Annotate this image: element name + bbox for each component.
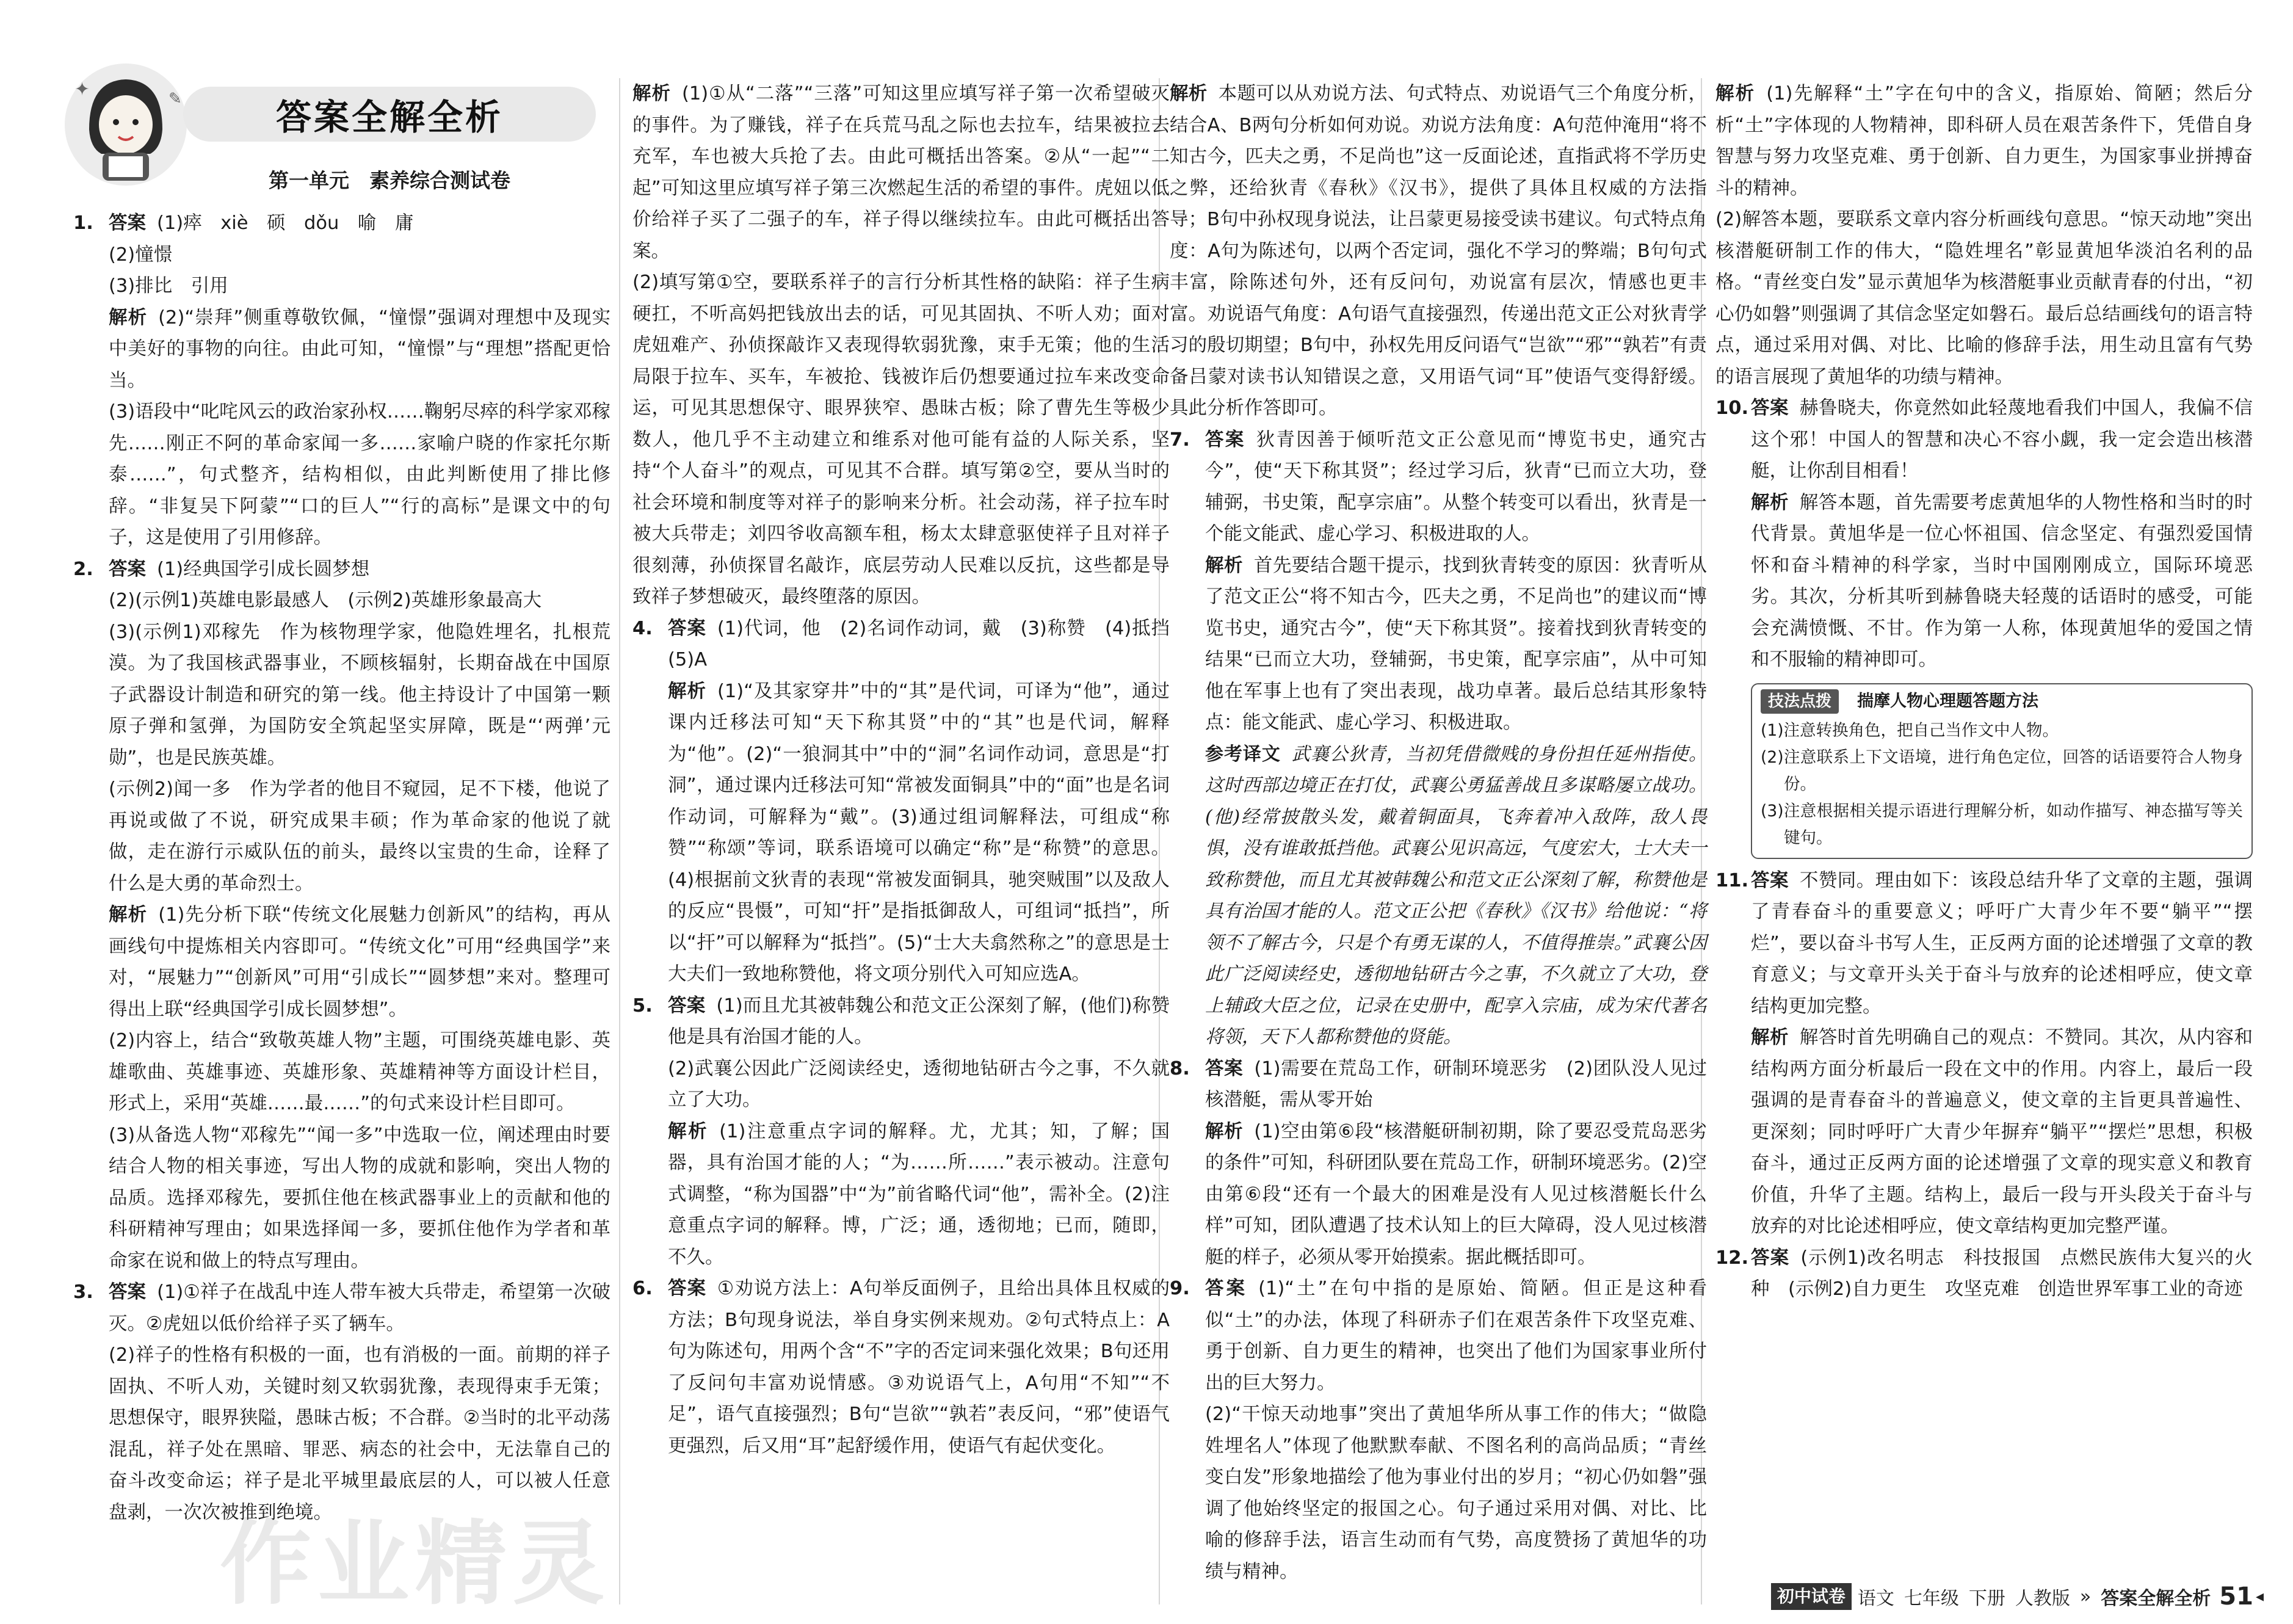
- footer-edition: 人教版: [2015, 1588, 2070, 1609]
- question-number: 6.: [632, 1278, 653, 1299]
- analysis-text: (3)语段中“叱咤风云的政治家孙权……鞠躬尽瘁的科学家邓稼先……刚正不阿的革命家闻一多……家喻户晓的作家托尔斯泰……”，句式整齐，结构相似，由此判断使用了排比修辞。“非复吴下阿蒙”“口的巨人”“行的高标”是课文中的句子，这是使用了引用修辞。: [109, 401, 610, 548]
- answer-label: 答案: [1751, 397, 1789, 419]
- watermark: 作业精灵: [220, 1511, 611, 1617]
- svg-text:✦: ✦: [74, 79, 90, 100]
- question-10: [1715, 393, 2253, 859]
- question-4: [632, 613, 1189, 990]
- answer-text: (1)需要在荒岛工作，研制环境恶劣 (2)团队没人见过核潜艇，需从零开始: [1205, 1057, 1708, 1111]
- answer-label: 答案: [668, 617, 706, 639]
- question-6: [632, 1273, 1170, 1462]
- analysis-text: (1)“及其家穿井”中的“其”是代词，可译为“他”，通过课内迁移法可知“天下称其贤”中的“其”也是代词，解释为“他”。(2)“一狼洞其中”中的“洞”名词作动词，意思是“打洞”，通过课内迁移法可知“常被发面铜具”中的“面”也是名词作动词，可解释为“戴”。(3)通过组词解释法，可组成“称赞”“称颂”等词，联系语境可以确定“称”是“称赞”的意思。(4)根据前文狄青的表现“常被发面铜具，驰突贼围”以及敌人的反应“畏慑”，可知“扞”是指抵御敌人，可组词“抵挡”，所以“扞”可以解释为“抵挡”。(5)“士大夫翕然称之”的意思是士大夫们一致地称赞他，将文项分别代入可知应选A。: [668, 680, 1170, 985]
- analysis-label: 解析: [1715, 83, 1756, 104]
- answer-label: 答案: [1751, 1247, 1790, 1269]
- analysis-label: 解析: [1751, 1027, 1789, 1048]
- footer-badge: 初中试卷: [1771, 1583, 1852, 1610]
- analysis-text: (1)先解释“土”字在句中的含义，指原始、简陋；然后分析“土”字体现的人物精神，即科研人员在艰苦条件下，凭借自身智慧与努力攻坚克难、勇于创新、自力更生，为国家事业拼搏奋斗的精神。: [1715, 83, 2253, 199]
- answer-text: ①劝说方法上：A句举反面例子，且给出具体且权威的方法；B句现身说法，举自身实例来规劝。②句式特点上：A句为陈述句，用两个含“不”字的否定词来强化效果；B句还用了反问句丰富劝说情感。③劝说语气上，A句用“不知”“不足”，语气直接强烈；B句“岂欲”“孰若”表反问，“邪”使语气更强烈，后又用“耳”起舒缓作用，使语气有起伏变化。: [668, 1278, 1170, 1457]
- analysis-text: (2)填写第①空，要联系祥子的言行分析其性格的缺陷：祥子生病硬扛，不听高妈把钱放出去的话，可见其固执、不听人劝；面对虎妞难产、孙侦探敲诈又表现得软弱犹豫，束手无策；他的生活局限于拉车、买车，车被抢、钱被诈后仍想要通过拉车来改变命运，可见其思想保守、眼界狭窄、愚昧古板；除了曹先生等极少数人，他几乎不主动建立和维系对他可能有益的人际关系，坚持“个人奋斗”的观点，可见其不合群。填写第②空，要从当时的社会环境和制度等对祥子的影响来分析。社会动荡，祥子拉车时被大兵带走；刘四爷收高额车租，杨太太肆意驱使祥子且对祥子很刻薄，孙侦探冒名敲诈，底层劳动人民难以反抗，这些都是导致祥子梦想破灭，最终堕落的原因。: [632, 272, 1170, 607]
- footer-term: 下册: [1968, 1588, 2005, 1609]
- question-6-analysis: [1170, 78, 1707, 424]
- page-footer: [1771, 1580, 2264, 1613]
- answer-text: (1)瘁 xiè 硕 dǒu 喻 庸: [157, 212, 414, 234]
- question-3-analysis: [632, 78, 1170, 613]
- column-4: [1715, 78, 2253, 1305]
- analysis-label: 解析: [668, 1120, 709, 1142]
- question-number: 9.: [1170, 1278, 1190, 1299]
- reference-translation: [1205, 739, 1707, 1053]
- tip-item: (1)注意转换角色，把自己当作文中人物。: [1761, 720, 2059, 740]
- mascot-illustration: [53, 56, 199, 189]
- answer-label: 答案: [668, 1278, 706, 1299]
- answer-label: 答案: [1205, 429, 1245, 451]
- tip-item: (3)注意根据相关提示语进行理解分析，如动作描写、神态描写等关键句。: [1761, 801, 2243, 847]
- footer-subject: 语文: [1857, 1588, 1894, 1609]
- answer-text: (1)代词，他 (2)名词作动词，戴 (3)称赞 (4)抵挡 (5)A: [668, 617, 1189, 670]
- question-12: [1715, 1242, 2253, 1305]
- answer-text: (1)“土”在句中指的是原始、简陋。但正是这种看似“土”的办法，体现了科研赤子们在艰苦条件下攻坚克难、勇于创新、自力更生的精神，也突出了他们为国家事业所付出的巨大努力。: [1205, 1278, 1707, 1394]
- answer-line: (2)祥子的性格有积极的一面，也有消极的一面。前期的祥子固执、不听人劝，关键时刻又软弱犹豫，表现得束手无策；思想保守，眼界狭隘，愚昧古板；不合群。②当时的北平动荡混乱，祥子处在黑暗、罪恶、病态的社会中，无法靠自己的奋斗改变命运；祥子是北平城里最底层的人，可以被人任意盘剥，一次次被推到绝境。: [109, 1344, 610, 1523]
- question-number: 3.: [73, 1281, 93, 1303]
- column-divider: [619, 78, 620, 1604]
- answer-text: (1)而且尤其被韩魏公和范文正公深刻了解，(他们)称赞他是具有治国才能的人。: [668, 995, 1170, 1048]
- question-number: 5.: [632, 995, 653, 1017]
- analysis-label: 解析: [632, 83, 671, 104]
- answer-text: 赫鲁晓夫，你竟然如此轻蔑地看我们中国人，我偏不信这个邪！中国人的智慧和决心不容小觑，我一定会造出核潜艇，让你刮目相看！: [1751, 397, 2253, 482]
- footer-grade: 七年级: [1904, 1588, 1959, 1609]
- analysis-text: (1)先分析下联“传统文化展魅力创新风”的结构，再从画线句中提炼相关内容即可。“传统文化”可用“经典国学”来对，“展魅力”“创新风”可用“引成长”“圆梦想”来对。整理可得出上联“经典国学引成长圆梦想”。: [109, 904, 610, 1020]
- tip-item: (2)注意联系上下文语境，进行角色定位，回答的话语要符合人物身份。: [1761, 747, 2243, 794]
- column-1: [73, 208, 610, 1528]
- analysis-label: 解析: [109, 904, 148, 926]
- analysis-text: (1)①从“二落”“三落”可知这里应填写祥子第一次希望破灭的事件。为了赚钱，祥子在兵荒马乱之际也去拉车，结果被拉去充军，车也被大兵抢了去。由此可概括出答案。②从“一起”“二起”可知这里应填写祥子第三次燃起生活的希望的事件。虎妞以低价给祥子买了二强子的车，祥子得以继续拉车。由此可概括出答案。: [632, 83, 1170, 262]
- question-number: 11.: [1715, 869, 1749, 891]
- answer-text: 不赞同。理由如下：该段总结升华了文章的主题，强调了青春奋斗的重要意义；呼吁广大青少年不要“躺平”“摆烂”，要以奋斗书写人生，正反两方面的论述增强了文章的教育意义；与文章开头关于奋斗与放弃的论述相呼应，使文章结构更加完整。: [1751, 869, 2253, 1017]
- analysis-text: (2)内容上，结合“致敬英雄人物”主题，可围绕英雄电影、英雄歌曲、英雄事迹、英雄形象、英雄精神等方面设计栏目，形式上，采用“英雄……最……”的句式来设计栏目即可。: [109, 1030, 610, 1114]
- analysis-text: (3)从备选人物“邓稼先”“闻一多”中选取一位，阐述理由时要结合人物的相关事迹，写出人物的成就和影响，突出人物的品质。选择邓稼先，要抓住他在核武器事业上的贡献和他的科研精神写理由；如果选择闻一多，要抓住他作为学者和革命家在说和做上的特点写理由。: [109, 1124, 610, 1272]
- answer-label: 答案: [1205, 1057, 1244, 1079]
- tips-box: [1751, 683, 2253, 859]
- analysis-label: 解析: [1205, 1120, 1244, 1142]
- question-7: [1170, 424, 1707, 1053]
- question-11: [1715, 865, 2253, 1242]
- column-3: [1170, 78, 1707, 1587]
- question-2: [73, 554, 610, 1277]
- analysis-text: 首先要结合题干提示，找到狄青转变的原因：狄青听从了范文正公“将不知古今，匹夫之勇，不足尚也”的建议而“博览书史，通究古今”，使“天下称其贤”。接着找到狄青转变的结果“已而立大功，登辅弼，书史策，配享宗庙”，从中可知他在军事上也有了突出表现，战功卓著。最后总结其形象特点：能文能武、虚心学习、积极进取。: [1205, 554, 1708, 733]
- question-number: 12.: [1715, 1247, 1749, 1269]
- analysis-label: 解析: [1205, 554, 1243, 576]
- question-9-analysis: [1715, 78, 2253, 393]
- answer-text: 狄青因善于倾听范文正公意见而“博览书史，通究古今”，使“天下称其贤”；经过学习后，狄青“已而立大功，登辅弼，书史策，配享宗庙”。从整个转变可以看出，狄青是一个能文能武、虚心学习、积极进取的人。: [1205, 429, 1707, 545]
- question-number: 2.: [73, 558, 93, 580]
- answer-label: 答案: [109, 1281, 147, 1303]
- column-2: [632, 78, 1189, 1462]
- analysis-text: 解答时首先明确自己的观点：不赞同。其次，从内容和结构两方面分析最后一段在文中的作用。内容上，最后一段强调的是青春奋斗的普遍意义，使文章的主旨更具普遍性、更深刻；同时呼吁广大青少年摒弃“躺平”“摆烂”思想，积极奋斗，通过正反两方面的论述增强了文章的现实意义和教育价值，升华了主题。结构上，最后一段与开头段关于奋斗与放弃的对比论述相呼应，使文章结构更加完整严谨。: [1751, 1027, 2253, 1237]
- answer-line: (3)排比 引用: [109, 275, 228, 297]
- question-5: [632, 990, 1170, 1274]
- answer-text: (示例1)改名明志 科技报国 点燃民族伟大复兴的火种 (示例2)自力更生 攻坚克难 创造世界军事工业的奇迹: [1751, 1247, 2253, 1300]
- tips-title: 揣摩人物心理题答题方法: [1857, 691, 2039, 711]
- header-banner: [183, 87, 596, 142]
- answer-label: 答案: [1205, 1278, 1248, 1299]
- triangle-left-icon: ◂: [2255, 1587, 2264, 1606]
- answer-line: (示例2)闻一多 作为学者的他目不窥园，足不下楼，他说了再说或做了不说，研究成果丰硕；作为革命家的他说了就做，走在游行示威队伍的前头，最终以宝贵的生命，诠释了什么是大勇的革命烈士。: [109, 778, 610, 894]
- page-number: 51: [2219, 1582, 2253, 1611]
- analysis-label: 解析: [1170, 83, 1208, 104]
- analysis-label: 解析: [109, 306, 148, 328]
- question-number: 4.: [632, 617, 653, 639]
- question-number: 1.: [73, 212, 93, 234]
- answer-line: (2)武襄公因此广泛阅读经史，透彻地钻研古今之事，不久就立了大功。: [668, 1057, 1170, 1111]
- analysis-text: (2)“崇拜”侧重尊敬钦佩，“憧憬”强调对理想中及现实中美好的事物的向往。由此可知，“憧憬”与“理想”搭配更恰当。: [109, 306, 611, 391]
- question-number: 10.: [1715, 397, 1749, 419]
- footer-label: 答案全解全析: [2101, 1588, 2211, 1609]
- answer-line: (2)“干惊天动地事”突出了黄旭华所从事工作的伟大；“做隐姓埋名人”体现了他默默奉献、不图名利的高尚品质；“青丝变白发”形象地描绘了他为事业付出的岁月；“初心仍如磐”强调了他始终坚定的报国之心。句子通过采用对偶、对比、比喻的修辞手法，语言生动而有气势，高度赞扬了黄旭华的功绩与精神。: [1205, 1404, 1707, 1582]
- question-number: 8.: [1170, 1057, 1190, 1079]
- analysis-text: (1)空由第⑥段“核潜艇研制初期，除了要忍受荒岛恶劣的条件”可知，科研团队要在荒岛工作，研制环境恶劣。(2)空由第⑥段“还有一个最大的困难是没有人见过核潜艇长什么样”可知，团队遭遇了技术认知上的巨大障碍，没人见过核潜艇的样子，必须从零开始摸索。据此概括即可。: [1205, 1120, 1707, 1268]
- page-title: 答案全解全析: [275, 96, 503, 138]
- translation-text: 武襄公狄青，当初凭借微贱的身份担任延州指使。这时西部边境正在打仗，武襄公勇猛善战且多谋略屡立战功。(他)经常披散头发，戴着铜面具，飞奔着冲入敌阵，敌人畏惧，没有谁敢抵挡他。武襄公见识高远，气度宏大，士大夫一致称赞他，而且尤其被韩魏公和范文正公深刻了解，称赞他是具有治国才能的人。范文正公把《春秋》《汉书》给他说：“将领不了解古今，只是个有勇无谋的人，不值得推崇。”武襄公因此广泛阅读经史，透彻地钻研古今之事，不久就立了大功，登上辅政大臣之位，记录在史册中，配享入宗庙，成为宋代著名将领，天下人都称赞他的贤能。: [1205, 743, 1708, 1048]
- analysis-label: 解析: [668, 680, 706, 702]
- answer-line: (2)憧憬: [109, 244, 173, 266]
- analysis-text: (1)注意重点字词的解释。尤，尤其；知，了解；国器，具有治国才能的人；“为……所……”表示被动。注意句式调整，“称为国器”中“为”前省略代词“他”，需补全。(2)注意重点字词的解释。博，广泛；通，透彻地；已而，随即，不久。: [668, 1120, 1170, 1268]
- answer-label: 答案: [109, 558, 146, 580]
- analysis-label: 解析: [1751, 491, 1789, 513]
- analysis-text: (2)解答本题，要联系文章内容分析画线句意思。“惊天动地”突出核潜艇研制工作的伟大，“隐姓埋名”彰显黄旭华淡泊名利的品格。“青丝变白发”显示黄旭华为核潜艇事业贡献青春的付出，“初心仍如磐”则强调了其信念坚定如磐石。最后总结画线句的语言特点，通过采用对偶、对比、比喻的修辞手法，用生动且富有气势的语言展现了黄旭华的功绩与精神。: [1715, 209, 2253, 388]
- answer-label: 答案: [109, 212, 146, 234]
- tips-header: [1761, 688, 2243, 715]
- answer-line: (2)(示例1)英雄电影最感人 (示例2)英雄形象最高大: [109, 590, 542, 611]
- answer-label: 答案: [1751, 869, 1789, 891]
- answer-text: (1)①祥子在战乱中连人带车被大兵带走，希望第一次破灭。②虎妞以低价给祥子买了辆车。: [109, 1281, 611, 1335]
- question-9: [1170, 1273, 1707, 1587]
- question-1: [73, 208, 610, 554]
- question-8: [1170, 1053, 1707, 1274]
- svg-text:✎: ✎: [168, 90, 182, 108]
- unit-title: 第一单元 素养综合测试卷: [269, 169, 510, 192]
- analysis-text: 解答本题，首先需要考虑黄旭华的人物性格和当时的时代背景。黄旭华是一位心怀祖国、信念坚定、有强烈爱国情怀和奋斗精神的科学家，当时中国刚刚成立，国际环境恶劣。其次，分析其听到赫鲁晓夫轻蔑的话语时的感受，可能会充满愤慨、不甘。作为第一人称，体现黄旭华的爱国之情和不服输的精神即可。: [1751, 491, 2253, 670]
- question-number: 7.: [1170, 429, 1190, 451]
- answer-line: (3)(示例1)邓稼先 作为核物理学家，他隐姓埋名，扎根荒漠。为了我国核武器事业，不顾核辐射，长期奋战在中国原子武器设计制造和研究的第一线。他主持设计了中国第一颗原子弹和氢弹，为国防安全筑起坚实屏障，既是“‘两弹’元勋”，也是民族英雄。: [109, 621, 610, 769]
- footer-arrows-icon: »: [2079, 1586, 2092, 1608]
- answer-label: 答案: [668, 995, 706, 1017]
- answer-text: (1)经典国学引成长圆梦想: [157, 558, 370, 580]
- analysis-text: 本题可以从劝说方法、句式特点、劝说语气三个角度分析，结合A、B两句分析如何劝说。劝说方法角度：A句范仲淹用“将不知古今，匹夫之勇，不足尚也”这一反面论述，直指武将不学历史之弊，还给狄青《春秋》《汉书》，提供了具体且权威的方法指导；B句中孙权现身说法，让吕蒙更易接受读书建议。句式特点角度：A句为陈述句，以两个否定词，强化不学习的弊端；B句句式丰富，除陈述句外，还有反问句，劝说富有层次，情感也更丰富。劝说语气角度：A句语气直接强烈，传递出范文正公对狄青学习的殷切期望；B句中，孙权先用反问语气“岂欲”“邪”“孰若”有责备吕蒙对读书认知错误之意，又用语气词“耳”使语气变得舒缓。具此分析作答即可。: [1170, 83, 1707, 419]
- tips-label: 技法点拨: [1761, 689, 1839, 714]
- translation-label: 参考译文: [1205, 743, 1281, 765]
